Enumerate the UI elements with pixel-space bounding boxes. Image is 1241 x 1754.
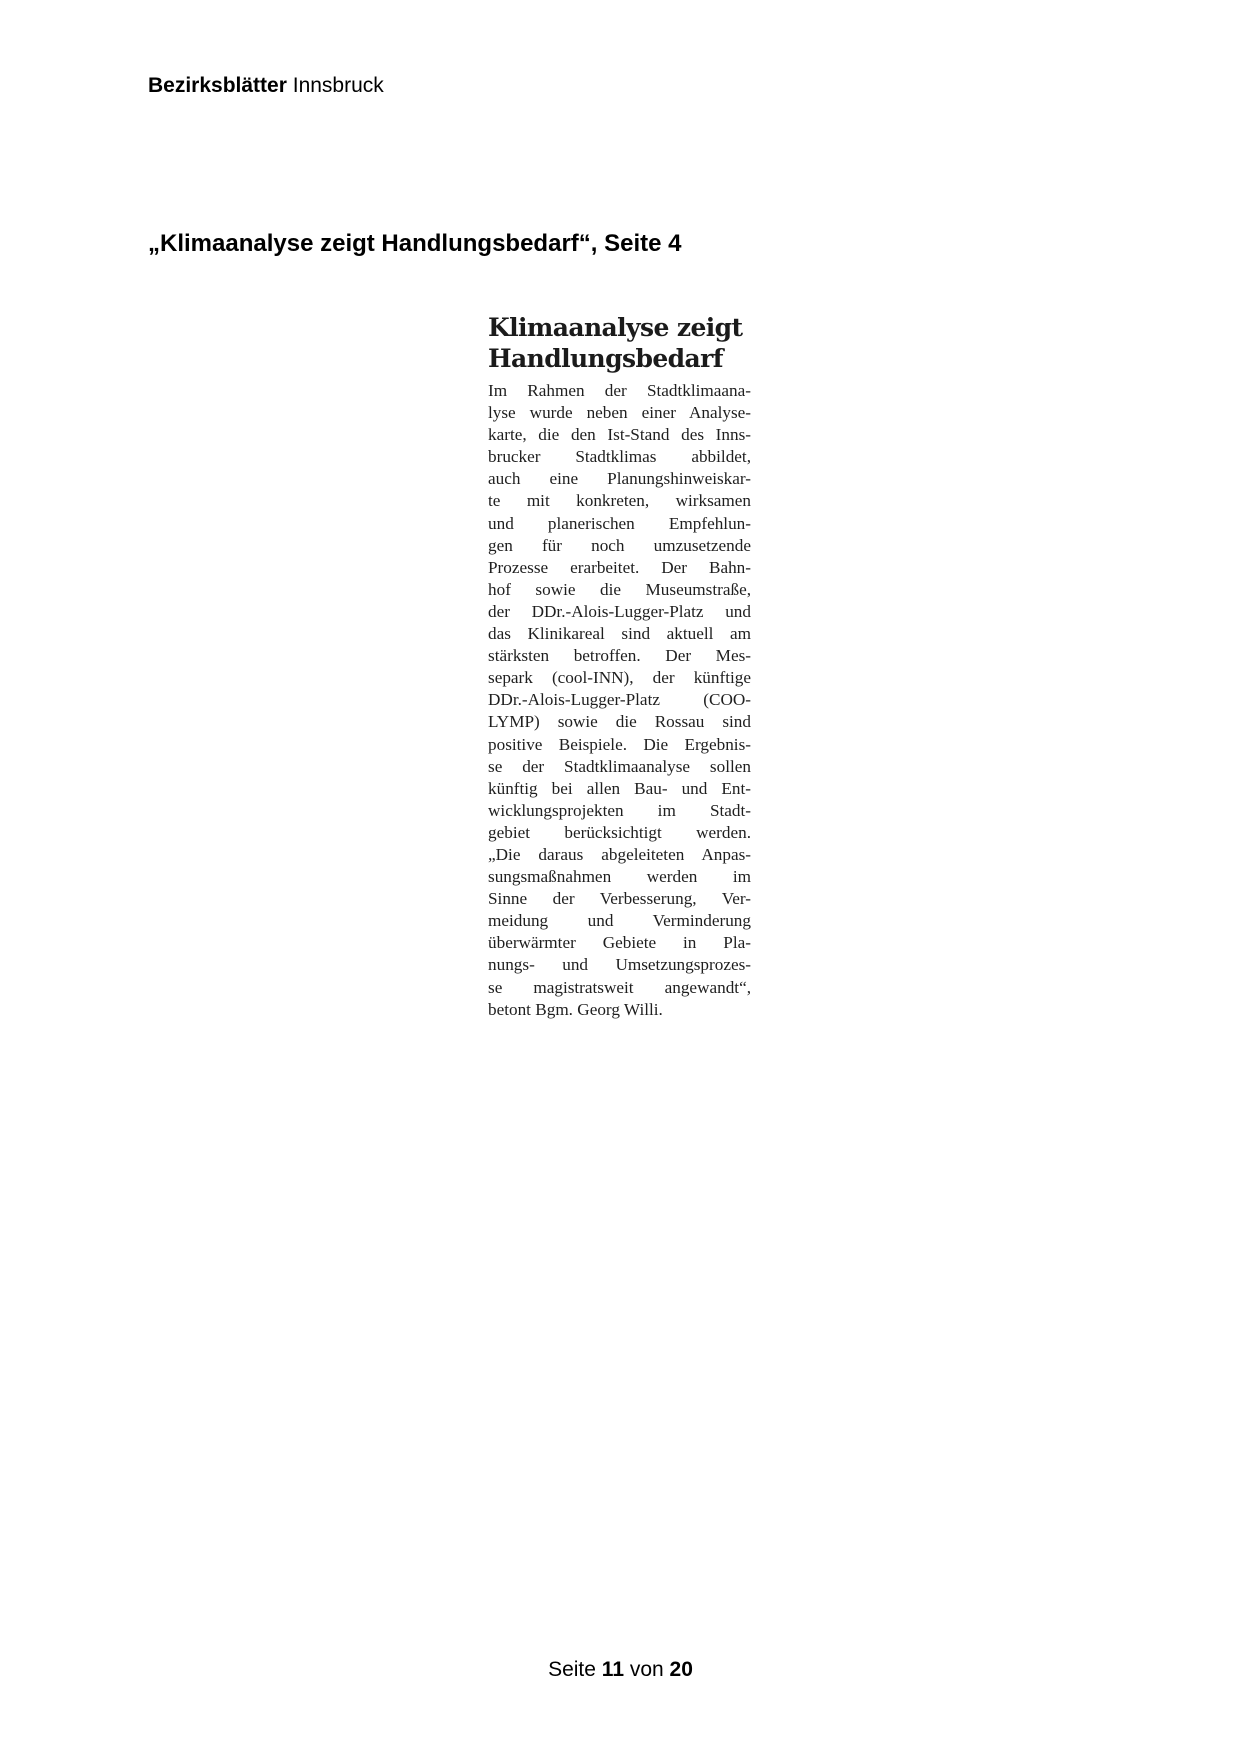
clipping-body-line: lyse wurde neben einer Analyse- (488, 403, 751, 423)
total-page-count: 20 (669, 1658, 693, 1681)
clipping-body-line: gen für noch umzusetzende (488, 535, 751, 555)
article-reference-title: „Klimaanalyse zeigt Handlungsbedarf“, Seite 4 (148, 230, 682, 257)
clipping-body-line: „Die daraus abgeleiteten Anpas- (488, 844, 751, 864)
clipping-body-line: hof sowie die Museumstraße, (488, 579, 751, 599)
clipping-body-line: se magistratsweit angewandt“, (488, 977, 751, 997)
current-page-number: 11 (601, 1658, 624, 1681)
newspaper-clipping (488, 312, 751, 1021)
clipping-body-line: se der Stadtklimaanalyse sollen (488, 756, 751, 776)
clipping-body-line: überwärmter Gebiete in Pla- (488, 933, 751, 953)
clipping-headline-line: Klimaanalyse zeigt (488, 313, 743, 342)
publication-name: Bezirksblätter (148, 74, 287, 97)
clipping-body-line: wicklungsprojekten im Stadt- (488, 800, 751, 820)
clipping-body-line: brucker Stadtklimas abbildet, (488, 447, 751, 467)
page-separator: von (629, 1658, 664, 1681)
clipping-body-line: auch eine Planungshinweiskar- (488, 469, 751, 489)
clipping-body-line: und planerischen Empfehlun- (488, 513, 751, 533)
clipping-body-line: künftig bei allen Bau- und Ent- (488, 778, 751, 798)
page-label: Seite (548, 1658, 596, 1681)
clipping-body-line: te mit konkreten, wirksamen (488, 491, 751, 511)
clipping-body-line: sungsmaßnahmen werden im (488, 867, 751, 887)
page-header (148, 73, 384, 99)
clipping-body-text (488, 380, 751, 1021)
clipping-body-line: nungs- und Umsetzungsprozes- (488, 955, 751, 975)
clipping-body-line: separk (cool-INN), der künftige (488, 668, 751, 688)
page-footer (0, 1657, 1241, 1683)
clipping-body-line: Sinne der Verbesserung, Ver- (488, 889, 751, 909)
clipping-body-line: DDr.-Alois-Lugger-Platz (COO- (488, 690, 751, 710)
clipping-body-line: das Klinikareal sind aktuell am (488, 624, 751, 644)
clipping-body-line: karte, die den Ist-Stand des Inns- (488, 425, 751, 445)
clipping-body-line: der DDr.-Alois-Lugger-Platz und (488, 601, 751, 621)
clipping-body-line: stärksten betroffen. Der Mes- (488, 646, 751, 666)
clipping-body-line: positive Beispiele. Die Ergebnis- (488, 734, 751, 754)
clipping-body-line: gebiet berücksichtigt werden. (488, 822, 751, 842)
clipping-headline (488, 312, 751, 374)
clipping-body-line: LYMP) sowie die Rossau sind (488, 712, 751, 732)
clipping-body-line: Prozesse erarbeitet. Der Bahn- (488, 557, 751, 577)
clipping-body-line: Im Rahmen der Stadtklimaana- (488, 381, 751, 400)
clipping-headline-line: Handlungsbedarf (488, 344, 723, 373)
publication-edition: Innsbruck (292, 74, 384, 97)
clipping-body-line: meidung und Verminderung (488, 911, 751, 931)
clipping-body-line: betont Bgm. Georg Willi. (488, 999, 663, 1019)
